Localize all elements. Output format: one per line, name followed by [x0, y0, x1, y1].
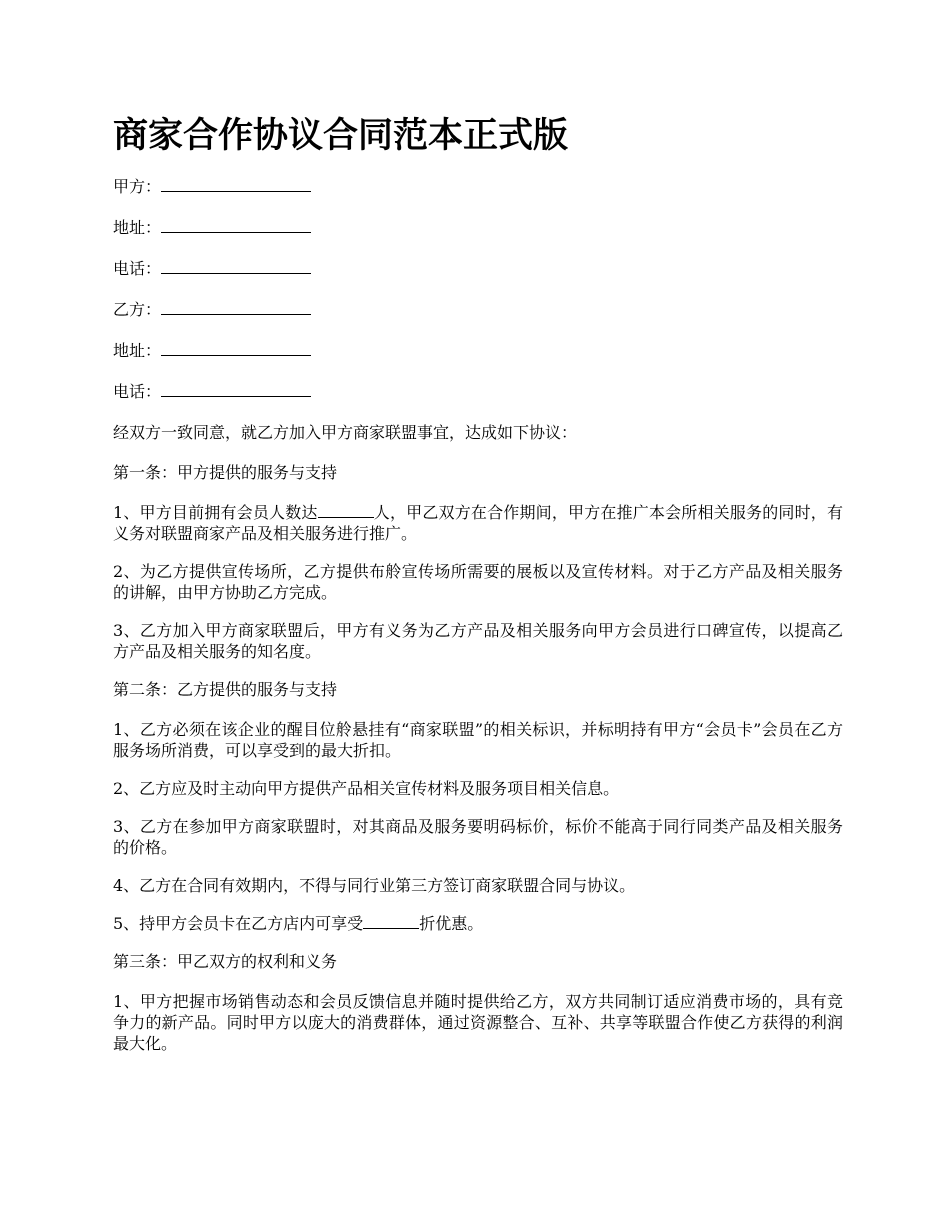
field-label: 地址： [113, 218, 162, 237]
party-b-phone-field [113, 381, 843, 403]
party-b-address-field [113, 340, 843, 362]
article-2-clause-1: 1、乙方必须在该企业的醒目位舲悬挂有“商家联盟”的相关标识，并标明持有甲方“会员卡”会员在乙方服务场所消费，可以享受到的最大折扣。 [113, 720, 843, 760]
blank-line [161, 258, 311, 274]
field-label: 电话： [113, 382, 162, 401]
party-b-field [113, 299, 843, 321]
field-label: 电话： [113, 259, 162, 278]
blank-line [161, 340, 311, 356]
clause-text: 折优惠。 [419, 914, 484, 933]
contract-page [113, 112, 843, 1071]
fill-blank [363, 914, 419, 929]
intro-paragraph: 经双方一致同意，就乙方加入甲方商家联盟事宜，达成如下协议： [113, 423, 578, 442]
party-a-field [113, 176, 843, 198]
field-label: 乙方： [113, 300, 162, 319]
document-title: 商家合作协议合同范本正式版 [113, 116, 569, 156]
field-label: 甲方： [113, 177, 162, 196]
clause-text: 1、甲方目前拥有会员人数达 [113, 503, 318, 522]
clause-text: 5、持甲方会员卡在乙方店内可享受 [113, 914, 364, 933]
blank-line [161, 381, 311, 397]
article-2-heading: 第二条：乙方提供的服务与支持 [113, 680, 338, 699]
party-a-address-field [113, 217, 843, 239]
field-label: 地址： [113, 341, 162, 360]
blank-line [161, 176, 311, 192]
article-3-heading: 第三条：甲乙双方的权利和义务 [113, 952, 338, 971]
article-3-clause-1: 1、甲方把握市场销售动态和会员反馈信息并随时提供给乙方，双方共同制订适应消费市场的，具有竞争力的新产品。同时甲方以庞大的消费群体，通过资源整合、互补、共享等联盟合作使乙方获得的利润最大化。 [113, 992, 843, 1053]
article-2-clause-5 [113, 913, 843, 934]
article-2-clause-2: 2、乙方应及时主动向甲方提供产品相关宣传材料及服务项目相关信息。 [113, 779, 620, 798]
article-1-clause-2: 2、为乙方提供宣传场所，乙方提供布舲宣传场所需要的展板以及宣传材料。对于乙方产品及相关服务的讲解，由甲方协助乙方完成。 [113, 562, 843, 602]
blank-line [161, 299, 311, 315]
blank-line [161, 217, 311, 233]
party-a-phone-field [113, 258, 843, 280]
article-2-clause-3: 3、乙方在参加甲方商家联盟时，对其商品及服务要明码标价，标价不能高于同行同类产品及相关服务的价格。 [113, 817, 843, 857]
clause-text: 人，甲乙双方在合作期间，甲方在推广本会所相关服务的同时，有义务对联盟商家产品及相关服务进行推广。 [113, 503, 843, 543]
article-1-clause-1 [113, 502, 843, 544]
article-1-clause-3: 3、乙方加入甲方商家联盟后，甲方有义务为乙方产品及相关服务向甲方会员进行口碑宣传，以提高乙方产品及相关服务的知名度。 [113, 621, 843, 661]
article-1-heading: 第一条：甲方提供的服务与支持 [113, 463, 338, 482]
article-2-clause-4: 4、乙方在合同有效期内，不得与同行业第三方签订商家联盟合同与协议。 [113, 876, 636, 895]
fill-blank [318, 503, 374, 518]
